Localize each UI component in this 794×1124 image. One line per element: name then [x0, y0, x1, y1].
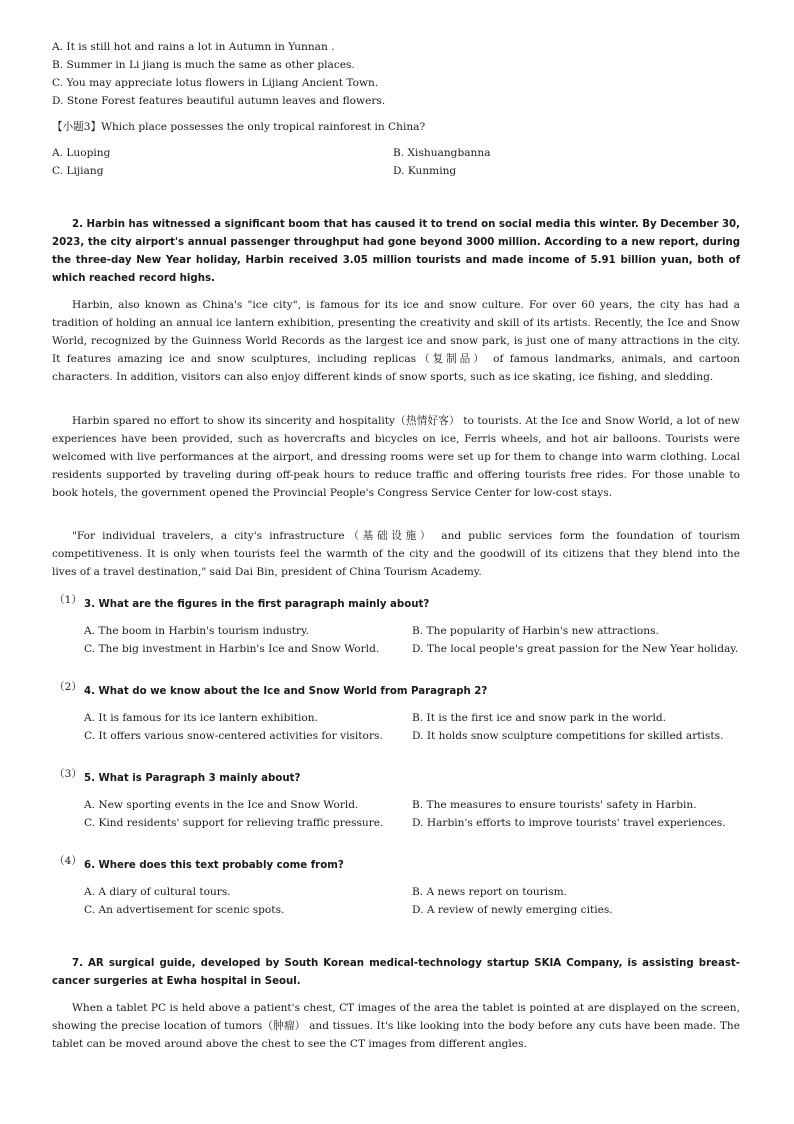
- question-number: （4）: [54, 855, 82, 867]
- prev-q3-stem: 【小题3】Which place possesses the only tropical rainforest in China?: [52, 121, 426, 133]
- prev-q3-option-b: B. Xishuangbanna: [393, 147, 491, 159]
- question-number: （1）: [54, 594, 82, 606]
- option-c[interactable]: C. An advertisement for scenic spots.: [84, 904, 285, 916]
- question-number: （3）: [54, 768, 82, 780]
- passage2-intro: 2. Harbin has witnessed a significant boom that has caused it to trend on social media this winter. By December 30, 2023, the city airport's annual passenger throughput had gone beyond 3000 million. According to a new report, during the three-day New Year holiday, Harbin received 3.05 million tourists and made income of 5.91 billion yuan, both of which reached record highs.: [52, 219, 740, 284]
- passage3-intro: 7. AR surgical guide, developed by South Korean medical-technology startup SKIA Company, is assisting breast-cancer surgeries at Ewha hospital in Seoul.: [52, 958, 740, 987]
- prev-q3-option-c: C. Lijiang: [52, 165, 104, 177]
- option-a[interactable]: A. It is famous for its ice lantern exhibition.: [84, 712, 318, 724]
- question-number: （2）: [54, 681, 82, 693]
- option-d[interactable]: D. A review of newly emerging cities.: [412, 904, 613, 916]
- passage3-paragraph-1: When a tablet PC is held above a patient's chest, CT images of the area the tablet is pointed at are displayed on the screen, showing the precise location of tumors（肿瘤） and tissues. It's like looking into the body before any cuts have been made. The tablet can be moved around above the chest to see the CT images from different angles.: [52, 1002, 740, 1050]
- passage2-paragraph-2: Harbin spared no effort to show its sincerity and hospitality（热情好客） to tourists. At the Ice and Snow World, a lot of new experiences have been provided, such as hovercrafts and bicycles on ice, Ferris wheels, and hot air balloons. Tourists were welcomed with live performances at the airport, and dressing rooms were set up for them to change into warm clothing. Local residents supported by traveling during off-peak hours to reduce traffic and offering tourists free rides. For those unable to book hotels, the government opened the Provincial People's Congress Service Center for low-cost stays.: [52, 415, 740, 499]
- prev-q2-option-d: D. Stone Forest features beautiful autumn leaves and flowers.: [52, 95, 386, 107]
- option-a[interactable]: A. A diary of cultural tours.: [84, 886, 231, 898]
- passage2-paragraph-1: Harbin, also known as China's "ice city", is famous for its ice and snow culture. For over 60 years, the city has had a tradition of holding an annual ice lantern exhibition, presenting the creativity and skill of its artists. Recently, the Ice and Snow World, recognized by the Guinness World Records as the largest ice and snow park, is just one of many attractions in the city. It features amazing ice and snow sculptures, including replicas（复制品） of famous landmarks, animals, and cartoon characters. In addition, visitors can also enjoy different kinds of snow sports, such as ice skating, ice fishing, and sledding.: [52, 299, 740, 383]
- option-b[interactable]: B. The popularity of Harbin's new attractions.: [412, 625, 659, 637]
- prev-q3-option-a: A. Luoping: [52, 147, 111, 159]
- prev-q2-option-c: C. You may appreciate lotus flowers in Lijiang Ancient Town.: [52, 77, 379, 89]
- option-c[interactable]: C. The big investment in Harbin's Ice and Snow World.: [84, 643, 380, 655]
- option-b[interactable]: B. The measures to ensure tourists' safety in Harbin.: [412, 799, 697, 811]
- question-stem: 5. What is Paragraph 3 mainly about?: [84, 773, 301, 784]
- prev-q3-option-d: D. Kunming: [393, 165, 457, 177]
- option-a[interactable]: A. The boom in Harbin's tourism industry.: [84, 625, 310, 637]
- prev-q2-option-a: A. It is still hot and rains a lot in Autumn in Yunnan .: [52, 41, 335, 53]
- option-b[interactable]: B. It is the first ice and snow park in the world.: [412, 712, 667, 724]
- prev-q2-option-b: B. Summer in Li jiang is much the same as other places.: [52, 59, 355, 71]
- option-d[interactable]: D. The local people's great passion for the New Year holiday.: [412, 643, 739, 655]
- option-b[interactable]: B. A news report on tourism.: [412, 886, 568, 898]
- passage2-paragraph-3: "For individual travelers, a city's infrastructure（基础设施） and public services form the foundation of tourism competitiveness. It is only when tourists feel the warmth of the city and the goodwill of its citizens that they blend into the lives of a travel destination," said Dai Bin, president of China Tourism Academy.: [52, 530, 740, 578]
- question-stem: 4. What do we know about the Ice and Snow World from Paragraph 2?: [84, 686, 488, 697]
- option-c[interactable]: C. Kind residents' support for relieving traffic pressure.: [84, 817, 384, 829]
- option-d[interactable]: D. Harbin's efforts to improve tourists' travel experiences.: [412, 817, 726, 829]
- question-stem: 3. What are the figures in the first paragraph mainly about?: [84, 599, 430, 610]
- option-d[interactable]: D. It holds snow sculpture competitions for skilled artists.: [412, 730, 724, 742]
- option-c[interactable]: C. It offers various snow-centered activities for visitors.: [84, 730, 383, 742]
- option-a[interactable]: A. New sporting events in the Ice and Snow World.: [84, 799, 359, 811]
- question-stem: 6. Where does this text probably come from?: [84, 860, 344, 871]
